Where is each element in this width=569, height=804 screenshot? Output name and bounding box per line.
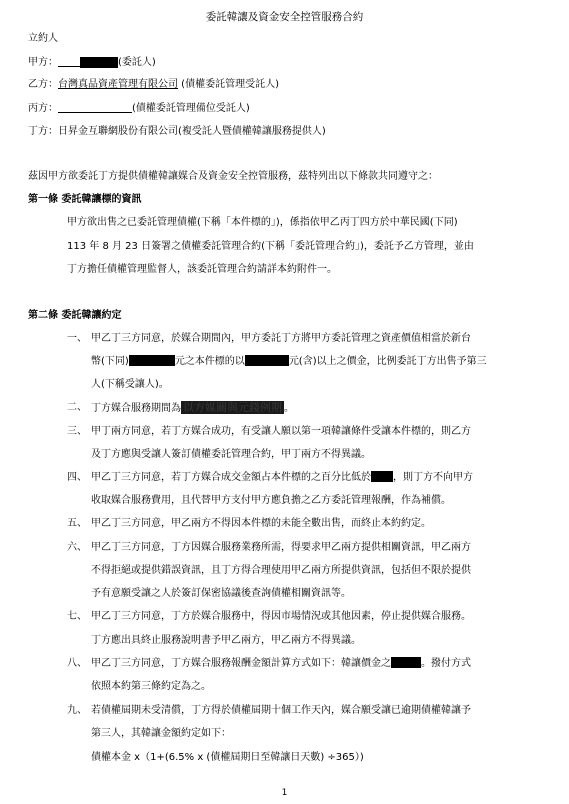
item-6-line-2: 不得拒絕或提供錯誤資訊，且丁方得合理使用甲乙兩方所提供資訊，包括但不限於提供 — [91, 565, 471, 576]
item-8-line-2: 依照本約第三條約定為之。 — [91, 681, 211, 692]
page-number: 1 — [281, 788, 288, 798]
item-2-number: 二、 — [67, 402, 87, 413]
item-8-text-a: 甲乙丁三方同意，丁方媒合服務報酬金額計算方式如下：韓讓價金之 — [91, 658, 391, 669]
item-1-text-c: 元(含)以上之價金，比例委託丁方出售予第三 — [288, 356, 487, 367]
party-c-prefix: 丙方： — [28, 103, 58, 114]
article-2-heading: 第二條 委託韓讓約定 — [28, 310, 122, 321]
party-c-underline — [58, 101, 132, 113]
article-1-line-1: 甲方欲出售之已委託管理債權(下稱「本件標的」)，係指依甲乙丙丁四方於中華民國(下同) — [67, 217, 458, 228]
item-2-text-b: 。 — [284, 403, 294, 414]
item-7-number: 七、 — [67, 611, 87, 622]
party-b-line — [28, 78, 279, 92]
article-1-line-3: 丁方擔任債權管理監督人，該委託管理合約請詳本約附件一。 — [67, 264, 337, 275]
party-b-prefix: 乙方： — [28, 79, 58, 90]
item-1-line-2 — [91, 355, 487, 369]
item-7-line-2: 丁方應出具終止服務說明書予甲乙兩方，甲乙兩方不得異議。 — [91, 635, 361, 646]
party-a-suffix: (委託人) — [118, 57, 156, 68]
item-1-price-redaction — [245, 355, 289, 366]
item-9-formula: 債權本金 x（1+(6.5% x (債權屆期日至韓讓日天數) ÷365）) — [91, 752, 364, 763]
item-1-number: 一、 — [67, 333, 87, 344]
item-1-amount-redaction — [129, 355, 175, 366]
item-6-line-1: 甲乙丁三方同意，丁方因媒合服務業務所需，得要求甲乙兩方提供相關資訊，甲乙兩方 — [91, 542, 471, 553]
item-4-text-b: ，則丁方不向甲方 — [393, 472, 473, 483]
party-b-name-link[interactable]: 台灣真品資產管理有限公司 — [58, 79, 178, 90]
party-b-suffix: (債權委託管理受託人) — [178, 79, 279, 90]
item-1-line-3: 人(下稱受讓人)。 — [91, 379, 169, 390]
item-2-text-a: 丁方媒合服務期間為 — [91, 403, 181, 414]
item-8-fee-redaction — [391, 657, 421, 668]
item-6-number: 六、 — [67, 542, 87, 553]
item-3-line-2: 及丁方應與受讓人簽訂債權委託管理合約，甲丁兩方不得異議。 — [91, 449, 371, 460]
item-3-number: 三、 — [67, 426, 87, 437]
parties-label: 立約人 — [28, 33, 58, 44]
intro-paragraph: 茲因甲方欲委託丁方提供債權韓讓媒合及資金安全控管服務，茲特列出以下條款共同遵守之： — [28, 171, 438, 182]
party-a-redaction — [80, 57, 118, 68]
item-4-line-1 — [91, 471, 473, 485]
item-5-line-1: 甲乙丁三方同意，甲乙兩方不得因本件標的未能全數出售，而終止本約約定。 — [91, 518, 431, 529]
item-9-line-1: 若債權屆期未受清償，丁方得於債權屆期十個工作天內，媒合願受讓已逾期債權韓讓予 — [91, 705, 471, 716]
item-9-number: 九、 — [67, 705, 87, 716]
item-1-text-a: 幣(下同) — [91, 356, 129, 367]
item-1-line-1: 甲乙丁三方同意，於媒合期間內，甲方委託丁方將甲方委託管理之資產價值相當於新台 — [91, 333, 471, 344]
item-4-text-a: 甲乙丁三方同意，若丁方媒合成交金額占本件標的之百分比低於 — [91, 472, 371, 483]
item-4-number: 四、 — [67, 472, 87, 483]
party-c-suffix: (債權委託管理備位受託人) — [132, 103, 250, 114]
item-4-line-2: 收取媒合服務費用，且代替甲方支付甲方應負擔之乙方委託管理報酬，作為補償。 — [91, 495, 451, 506]
party-a-line — [28, 55, 156, 70]
item-3-line-1: 甲丁兩方同意，若丁方媒合成功，有受讓人願以第一項韓讓條件受讓本件標的，則乙方 — [91, 426, 471, 437]
article-1-heading: 第一條 委託韓讓標的資訊 — [28, 194, 142, 205]
party-d-line: 丁方：日昇金互聯網股份有限公司(複受託人暨債權韓讓服務提供人) — [28, 126, 326, 137]
party-a-underline — [58, 55, 80, 67]
item-6-line-3: 予有意願受讓之人於簽訂保密協議後查詢債權相關資訊等。 — [91, 588, 351, 599]
item-9-line-2: 第三人，其韓讓金額約定如下： — [91, 728, 231, 739]
item-8-line-1 — [91, 657, 471, 671]
party-a-prefix: 甲方： — [28, 57, 58, 68]
contract-title: 委託韓讓及資金安全控管服務合約 — [205, 11, 364, 23]
party-c-line — [28, 101, 250, 116]
item-8-text-b: 。撥付方式 — [421, 658, 471, 669]
item-2-line-1 — [91, 401, 294, 416]
item-5-number: 五、 — [67, 518, 87, 529]
item-2-highlighted-period: 以方媒關與元錢例期 — [183, 401, 282, 414]
item-1-text-b: 元之本件標的以 — [174, 356, 245, 367]
item-8-number: 八、 — [67, 658, 87, 669]
article-1-line-2: 113 年 8 月 23 日簽署之債權委託管理合約(下稱「委託管理合約」)，委託予乙方管理，並由 — [67, 241, 474, 252]
item-7-line-1: 甲乙丁三方同意，丁方於媒合服務中，得因市場情況或其他因素，停止提供媒合服務。 — [91, 611, 471, 622]
item-4-percent-redaction — [371, 471, 393, 482]
